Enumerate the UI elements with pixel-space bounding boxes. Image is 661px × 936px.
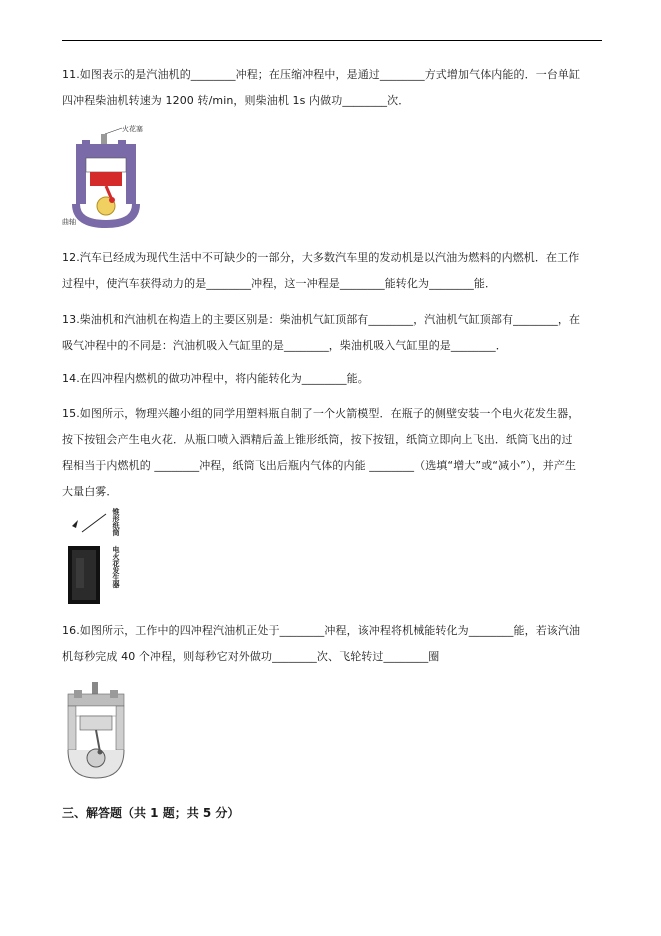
question-16-line-2: 机每秒完成 40 个冲程，则每秒它对外做功________次、飞轮转过________圈: [62, 650, 440, 663]
question-11-line-2: 四冲程柴油机转速为 1200 转/min，则柴油机 1s 内做功________次．: [62, 94, 410, 107]
question-15-line-3: 程相当于内燃机的 ________冲程，纸筒飞出后瓶内气体的内能 ________（选填“增大”或“减小”），并产生: [62, 459, 577, 472]
question-13: [62, 307, 602, 359]
question-15-line-4: 大量白雾．: [62, 485, 118, 498]
question-11: [62, 62, 602, 114]
question-16-line-1: 16.如图所示，工作中的四冲程汽油机正处于________冲程，该冲程将机械能转化为________能，若该汽油: [62, 624, 581, 637]
four-stroke-engine-figure: [62, 682, 132, 782]
section-3-heading: 三、解答题（共 1 题；共 5 分）: [62, 806, 240, 820]
crankshaft-label: 曲轴: [62, 218, 76, 226]
question-12-line-2: 过程中，使汽车获得动力的是________冲程，这一冲程是________能转化为________能．: [62, 277, 497, 290]
question-12: [62, 245, 602, 297]
spark-generator-label: 电火花发生器: [112, 546, 120, 588]
question-13-line-2: 吸气冲程中的不同是：汽油机吸入气缸里的是________，柴油机吸入气缸里的是________．: [62, 339, 507, 352]
question-15: [62, 401, 602, 505]
question-15-line-1: 15.如图所示，物理兴趣小组的同学用塑料瓶自制了一个火箭模型．在瓶子的侧壁安装一个电火花发生器，: [62, 407, 580, 420]
spark-plug-label: 火花塞: [122, 125, 143, 133]
cone-tube-label: 锥形纸筒: [112, 508, 120, 536]
question-11-line-1: 11.如图表示的是汽油机的________冲程；在压缩冲程中，是通过________方式增加气体内能的．一台单缸: [62, 68, 581, 81]
question-12-line-1: 12.汽车已经成为现代生活中不可缺少的一部分，大多数汽车里的发动机是以汽油为燃料的内燃机．在工作: [62, 251, 580, 264]
header-rule: [62, 40, 602, 41]
question-16: [62, 618, 602, 670]
question-14-line-1: 14.在四冲程内燃机的做功冲程中，将内能转化为________能。: [62, 372, 369, 385]
question-15-line-2: 按下按钮会产生电火花．从瓶口喷入酒精后盖上锥形纸筒，按下按钮，纸筒立即向上飞出．纸筒飞出的过: [62, 433, 573, 446]
rocket-model-figure: [62, 506, 134, 606]
question-14: [62, 366, 602, 392]
question-13-line-1: 13.柴油机和汽油机在构造上的主要区别是：柴油机气缸顶部有________，汽油机气缸顶部有________，在: [62, 313, 581, 326]
gasoline-engine-figure: [62, 120, 162, 228]
